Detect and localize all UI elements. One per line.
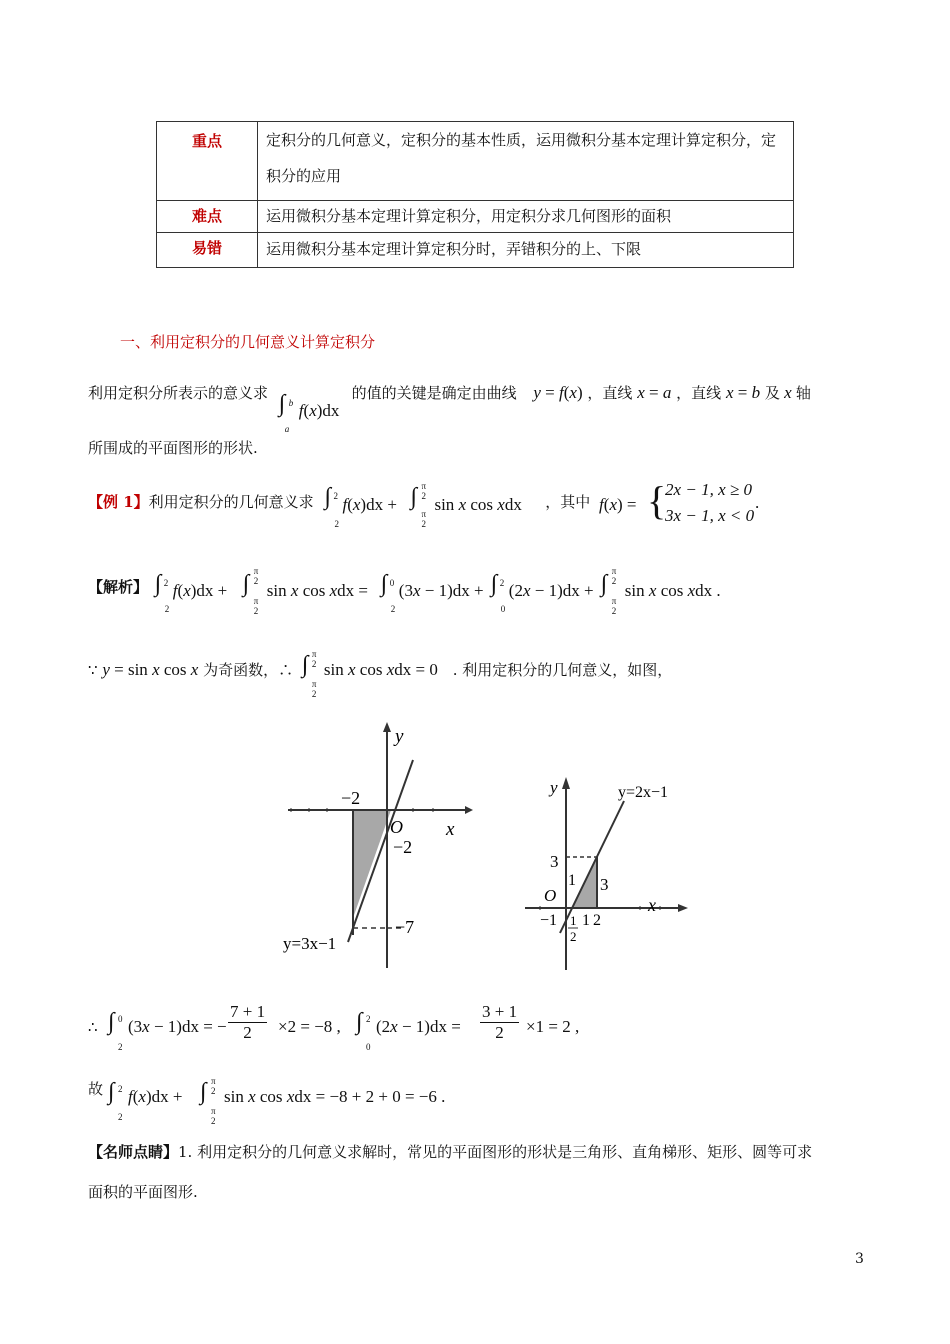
calc-expression-1: ∫ 0 2 (3x − 1)dx = − $\frac{7 + 1}{2}$ ×2 = −8 , ∫ 2 0 (2x − 1)dx = $\frac{3 + 1}{2}$ ×1 = 2 , xyxy=(108,1002,580,1052)
tip-text: 1. 利用定积分的几何意义求解时，常见的平面图形的形状是三角形、直角梯形、矩形、圆等可求 xyxy=(178,1143,813,1161)
origin-label: O xyxy=(544,886,557,905)
tip-label: 【名师点睛】 xyxy=(88,1143,179,1161)
x-label: x xyxy=(648,895,656,915)
odd-text: 为奇函数，∴ xyxy=(203,661,294,679)
key-value: 运用微积分基本定理计算定积分时，弄错积分的上、下限 xyxy=(258,233,794,268)
y-label: y xyxy=(550,778,558,797)
tick-half-numerator: 1 xyxy=(570,913,577,928)
tick-minus-2-y: −2 xyxy=(393,837,413,857)
solution-expression: ∫ 2 2 f(x)dx + ∫ π 2 π 2 sin x cos xdx = ∫ 0 2 (3x − 1)dx + ∫ 2 0 (2x − 1)dx + ∫ π 2 π 2 sin x cos xdx . xyxy=(154,566,721,616)
intro-text: 及 xyxy=(764,384,780,402)
therefore-gu: 故 xyxy=(88,1080,104,1098)
result-1: −8 xyxy=(314,1017,333,1036)
example-1 xyxy=(88,478,888,533)
result-2: 2 xyxy=(562,1017,571,1036)
intro-text: ，直线 xyxy=(587,384,633,402)
line-label: y=3x−1 xyxy=(283,934,337,953)
calc-line-1 xyxy=(88,1000,888,1050)
piecewise-function: f(x) = { 2x − 1, x ≥ 0 3x − 1, x < 0 . xyxy=(599,478,760,525)
calc-expression-2: ∫ 2 2 f(x)dx + ∫ π 2 π 2 sin x cos xdx = −8 + 2 + 0 = −6 . xyxy=(108,1076,446,1126)
therefore-symbol: ∴ xyxy=(88,1018,98,1036)
line-label: y=2x−1 xyxy=(618,784,669,801)
key-label: 难点 xyxy=(157,201,258,233)
tick-half-denominator: 2 xyxy=(570,929,577,944)
tick-minus-2-x: −2 xyxy=(341,788,361,808)
tick-2-x: 2 xyxy=(593,912,601,929)
key-value: 定积分的几何意义，定积分的基本性质，运用微积分基本定理计算定积分，定积分的应用 xyxy=(258,122,794,201)
intro-text: 利用定积分所表示的意义求 xyxy=(88,384,269,402)
calc-line-2 xyxy=(88,1072,888,1126)
example-where: ，其中 xyxy=(545,493,591,511)
intro-text: 的值的关键是确定由曲线 xyxy=(351,384,517,402)
tick-minus-7: −7 xyxy=(395,917,415,937)
tick-3-y: 3 xyxy=(550,852,559,871)
key-points-table xyxy=(156,121,794,268)
final-result: = −8 + 2 + 0 = −6 xyxy=(315,1087,437,1106)
example-label: 【例 1】 xyxy=(88,493,149,511)
intro-line-2: 所围成的平面图形的形状. xyxy=(88,439,258,457)
solution-label: 【解析】 xyxy=(88,578,149,596)
origin-label: O xyxy=(390,817,403,837)
tick-1-x: 1 xyxy=(582,912,590,929)
because-symbol: ∵ xyxy=(88,661,98,679)
example-expression: ∫ 2 2 f(x)dx + ∫ π 2 π 2 sin x cos xdx xyxy=(324,481,522,529)
table-row xyxy=(157,122,794,201)
intro-text: 轴 xyxy=(795,384,811,402)
section-title: 一、利用定积分的几何意义计算定积分 xyxy=(120,333,376,351)
solution-line xyxy=(88,566,908,618)
odd-integral: ∫ π 2 π 2 sin x cos xdx = 0 xyxy=(301,649,438,699)
odd-function-line: ∵ y = sin x cos x 为奇函数，∴ ∫ π 2 π 2 sin x cos xdx = 0 . 利用定积分的几何意义，如图， xyxy=(88,649,673,699)
odd-tail: . 利用定积分的几何意义，如图， xyxy=(452,661,673,679)
example-text: 利用定积分的几何意义求 xyxy=(148,493,314,511)
y-label: y xyxy=(395,726,404,747)
tip-line-2: 面积的平面图形. xyxy=(88,1183,198,1201)
key-value: 运用微积分基本定理计算定积分，用定积分求几何图形的面积 xyxy=(258,201,794,233)
graph-left xyxy=(283,720,473,970)
graph-right xyxy=(520,765,700,970)
key-label: 重点 xyxy=(157,122,258,201)
tick-3-right: 3 xyxy=(600,875,609,894)
shaded-region xyxy=(353,810,391,918)
table-row xyxy=(157,233,794,268)
intro-text: ，直线 xyxy=(676,384,722,402)
x-label: x xyxy=(446,819,455,840)
key-label: 易错 xyxy=(157,233,258,268)
case-1: 2x − 1, x ≥ 0 xyxy=(665,480,752,499)
table-row xyxy=(157,201,794,233)
intro-line-1: 利用定积分所表示的意义求 ∫ b a f(x)dx 的值的关键是确定由曲线 y = f(x) ，直线 x = a ，直线 x = b 及 x 轴 xyxy=(88,383,811,434)
case-2: 3x − 1, x < 0 xyxy=(665,506,755,525)
tick-minus-1: −1 xyxy=(540,912,558,929)
page-number: 3 xyxy=(855,1251,864,1267)
tick-1-y: 1 xyxy=(568,872,576,889)
tip-line-1 xyxy=(88,1141,878,1163)
